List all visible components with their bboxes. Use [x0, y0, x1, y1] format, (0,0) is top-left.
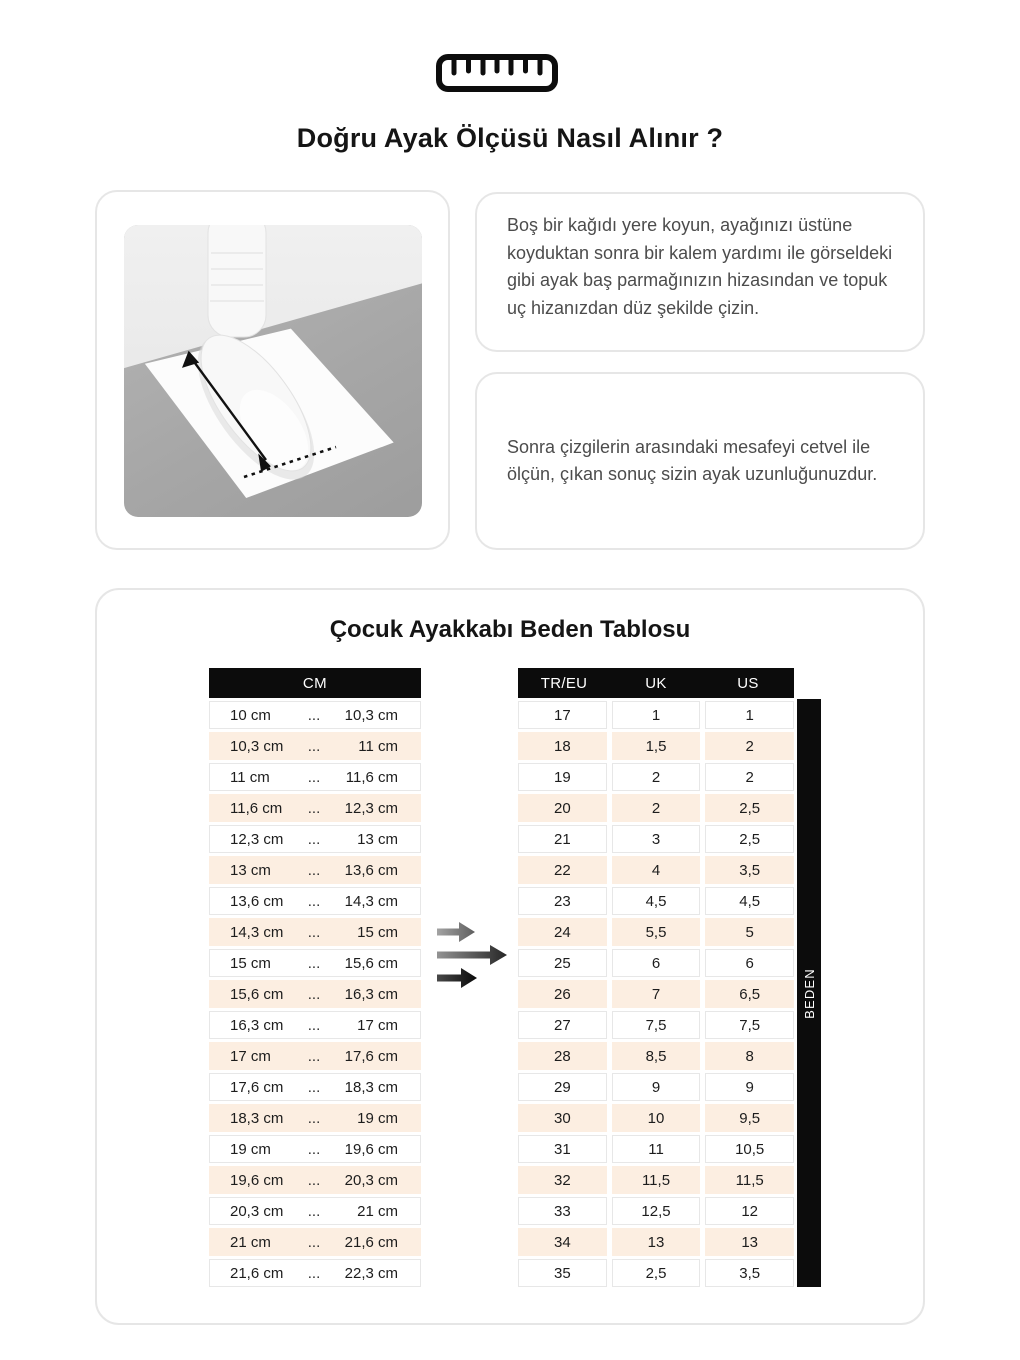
- size-cell-uk: 11,5: [612, 1166, 701, 1194]
- size-cell-treu: 27: [518, 1011, 607, 1039]
- size-conversion-row: [518, 1104, 794, 1132]
- cm-to-value: 20,3 cm: [344, 1171, 398, 1189]
- size-cell-treu: 35: [518, 1259, 607, 1287]
- size-cell-treu: 19: [518, 763, 607, 791]
- size-cell-us: 2: [705, 763, 794, 791]
- cm-range-row: [209, 887, 421, 915]
- cm-to-value: 21 cm: [357, 1202, 398, 1220]
- size-cell-treu: 33: [518, 1197, 607, 1225]
- size-conversion-row: [518, 1042, 794, 1070]
- size-cell-us: 9: [705, 1073, 794, 1101]
- size-conversion-row: [518, 825, 794, 853]
- cm-from-value: 16,3 cm: [230, 1016, 284, 1034]
- size-cell-treu: 23: [518, 887, 607, 915]
- cm-from-value: 18,3 cm: [230, 1109, 284, 1127]
- cm-range-row: [209, 794, 421, 822]
- cm-from-value: 11,6 cm: [230, 799, 283, 817]
- size-cell-uk: 10: [612, 1104, 701, 1132]
- size-conversion-row: [518, 1011, 794, 1039]
- cm-range-row: [209, 1042, 421, 1070]
- cm-to-value: 16,3 cm: [344, 985, 398, 1003]
- size-conversion-row: [518, 732, 794, 760]
- cm-range-row: [209, 1228, 421, 1256]
- size-cell-us: 3,5: [705, 1259, 794, 1287]
- cm-range-row: [209, 1104, 421, 1132]
- size-cell-us: 13: [705, 1228, 794, 1256]
- cm-from-value: 17,6 cm: [230, 1078, 284, 1096]
- cm-to-value: 11,6 cm: [345, 768, 398, 786]
- cm-range-row: [209, 1166, 421, 1194]
- size-conversion-row: [518, 949, 794, 977]
- size-cell-uk: 4,5: [612, 887, 701, 915]
- cm-from-value: 10 cm: [230, 706, 271, 724]
- size-conversion-row: [518, 887, 794, 915]
- instruction-step-1-text: Boş bir kağıdı yere koyun, ayağınızı üstüne koyduktan sonra bir kalem yardımı ile görseldeki gibi ayak baş parmağınızın hizasından ve topuk uç hizanızdan düz şekilde çizin.: [507, 215, 893, 318]
- size-cell-uk: 9: [612, 1073, 701, 1101]
- cm-from-value: 17 cm: [230, 1047, 271, 1065]
- cm-to-value: 12,3 cm: [344, 799, 398, 817]
- instruction-step-2: [475, 372, 925, 550]
- size-table-header-uk: UK: [645, 674, 667, 692]
- size-cell-uk: 13: [612, 1228, 701, 1256]
- cm-separator: ...: [307, 1233, 321, 1251]
- size-cell-treu: 18: [518, 732, 607, 760]
- cm-table-rows: [209, 701, 421, 1287]
- cm-from-value: 14,3 cm: [230, 923, 284, 941]
- size-table-header-us: US: [737, 674, 759, 692]
- size-cell-uk: 1,5: [612, 732, 701, 760]
- size-conversion-row: [518, 1228, 794, 1256]
- cm-from-value: 11 cm: [230, 768, 270, 786]
- beden-side-label: BEDEN: [801, 967, 817, 1019]
- cm-range-row: [209, 949, 421, 977]
- size-cell-us: 5: [705, 918, 794, 946]
- cm-to-value: 21,6 cm: [344, 1233, 398, 1251]
- cm-range-row: [209, 825, 421, 853]
- cm-to-value: 13 cm: [357, 830, 398, 848]
- cm-range-row: [209, 1011, 421, 1039]
- cm-to-value: 17 cm: [357, 1016, 398, 1034]
- cm-table-header: CM: [209, 668, 421, 698]
- cm-range-row: [209, 732, 421, 760]
- page-title: Doğru Ayak Ölçüsü Nasıl Alınır ?: [296, 123, 724, 153]
- cm-to-value: 18,3 cm: [344, 1078, 398, 1096]
- cm-separator: ...: [307, 768, 321, 786]
- size-cell-us: 7,5: [705, 1011, 794, 1039]
- size-cell-uk: 7,5: [612, 1011, 701, 1039]
- cm-separator: ...: [307, 1171, 321, 1189]
- size-conversion-row: [518, 1166, 794, 1194]
- cm-separator: ...: [307, 861, 321, 879]
- cm-to-value: 11 cm: [358, 737, 398, 755]
- cm-separator: ...: [307, 954, 321, 972]
- size-cell-us: 9,5: [705, 1104, 794, 1132]
- size-cell-uk: 12,5: [612, 1197, 701, 1225]
- size-cell-treu: 20: [518, 794, 607, 822]
- cm-range-row: [209, 1197, 421, 1225]
- beden-side-bar: [797, 699, 821, 1287]
- instruction-step-1: [475, 192, 925, 352]
- cm-separator: ...: [307, 1078, 321, 1096]
- size-conversion-table: [518, 668, 794, 1287]
- cm-separator: ...: [307, 1047, 321, 1065]
- size-cell-us: 2,5: [705, 794, 794, 822]
- size-cell-us: 2: [705, 732, 794, 760]
- size-cell-uk: 3: [612, 825, 701, 853]
- instruction-step-2-text: Sonra çizgilerin arasındaki mesafeyi cetvel ile ölçün, çıkan sonuç sizin ayak uzunluğunuzdur.: [507, 436, 878, 484]
- size-cell-uk: 8,5: [612, 1042, 701, 1070]
- size-cell-uk: 2: [612, 794, 701, 822]
- size-cell-uk: 5,5: [612, 918, 701, 946]
- cm-to-value: 15,6 cm: [344, 954, 398, 972]
- size-cell-treu: 22: [518, 856, 607, 884]
- cm-from-value: 12,3 cm: [230, 830, 284, 848]
- size-cell-us: 8: [705, 1042, 794, 1070]
- size-cell-uk: 1: [612, 701, 701, 729]
- cm-to-value: 19 cm: [357, 1109, 398, 1127]
- size-conversion-row: [518, 980, 794, 1008]
- size-cell-us: 1: [705, 701, 794, 729]
- size-cell-us: 6: [705, 949, 794, 977]
- size-cell-uk: 7: [612, 980, 701, 1008]
- size-cell-us: 11,5: [705, 1166, 794, 1194]
- cm-from-value: 19,6 cm: [230, 1171, 284, 1189]
- size-cell-uk: 2: [612, 763, 701, 791]
- size-chart-card: [95, 588, 925, 1325]
- foot-illustration: [124, 225, 422, 517]
- cm-to-value: 19,6 cm: [344, 1140, 398, 1158]
- size-conversion-row: [518, 856, 794, 884]
- cm-range-row: [209, 856, 421, 884]
- size-cell-treu: 17: [518, 701, 607, 729]
- cm-separator: ...: [307, 923, 321, 941]
- cm-separator: ...: [307, 1264, 321, 1282]
- cm-to-value: 22,3 cm: [344, 1264, 398, 1282]
- size-cell-treu: 31: [518, 1135, 607, 1163]
- size-cell-treu: 21: [518, 825, 607, 853]
- cm-separator: ...: [307, 1140, 321, 1158]
- cm-to-value: 15 cm: [357, 923, 398, 941]
- cm-from-value: 15,6 cm: [230, 985, 284, 1003]
- size-cell-treu: 29: [518, 1073, 607, 1101]
- cm-to-value: 13,6 cm: [344, 861, 398, 879]
- cm-separator: ...: [307, 985, 321, 1003]
- foot-measurement-photo: [124, 225, 422, 517]
- size-cell-treu: 25: [518, 949, 607, 977]
- size-cell-us: 4,5: [705, 887, 794, 915]
- size-cell-treu: 28: [518, 1042, 607, 1070]
- cm-range-row: [209, 1259, 421, 1287]
- size-conversion-row: [518, 1135, 794, 1163]
- cm-from-value: 13,6 cm: [230, 892, 284, 910]
- cm-range-table: [209, 668, 421, 1287]
- size-conversion-row: [518, 794, 794, 822]
- size-cell-treu: 24: [518, 918, 607, 946]
- size-cell-us: 12: [705, 1197, 794, 1225]
- size-cell-us: 3,5: [705, 856, 794, 884]
- size-cell-uk: 2,5: [612, 1259, 701, 1287]
- cm-separator: ...: [307, 706, 321, 724]
- size-cell-us: 10,5: [705, 1135, 794, 1163]
- measurement-photo-card: [95, 190, 450, 550]
- cm-from-value: 19 cm: [230, 1140, 271, 1158]
- cm-range-row: [209, 918, 421, 946]
- triple-arrow-right-icon: [437, 922, 515, 994]
- size-cell-uk: 4: [612, 856, 701, 884]
- size-table-header-treu: TR/EU: [540, 674, 588, 692]
- cm-range-row: [209, 763, 421, 791]
- cm-from-value: 15 cm: [230, 954, 271, 972]
- cm-separator: ...: [307, 799, 321, 817]
- cm-separator: ...: [307, 1202, 321, 1220]
- size-table-rows: [518, 701, 794, 1287]
- size-cell-treu: 30: [518, 1104, 607, 1132]
- size-conversion-row: [518, 1197, 794, 1225]
- size-cell-treu: 26: [518, 980, 607, 1008]
- cm-separator: ...: [307, 737, 321, 755]
- cm-separator: ...: [307, 1016, 321, 1034]
- cm-range-row: [209, 980, 421, 1008]
- size-table-header: [518, 668, 794, 698]
- cm-range-row: [209, 1073, 421, 1101]
- cm-to-value: 14,3 cm: [344, 892, 398, 910]
- size-cell-treu: 32: [518, 1166, 607, 1194]
- cm-from-value: 21 cm: [230, 1233, 271, 1251]
- size-cell-treu: 34: [518, 1228, 607, 1256]
- size-conversion-row: [518, 701, 794, 729]
- ruler-icon: [435, 53, 559, 93]
- size-cell-us: 6,5: [705, 980, 794, 1008]
- cm-separator: ...: [307, 892, 321, 910]
- cm-range-row: [209, 701, 421, 729]
- size-chart-title: Çocuk Ayakkabı Beden Tablosu: [329, 616, 691, 643]
- size-cell-us: 2,5: [705, 825, 794, 853]
- cm-from-value: 20,3 cm: [230, 1202, 284, 1220]
- cm-from-value: 21,6 cm: [230, 1264, 284, 1282]
- cm-separator: ...: [307, 1109, 321, 1127]
- cm-range-row: [209, 1135, 421, 1163]
- cm-from-value: 13 cm: [230, 861, 271, 879]
- size-conversion-row: [518, 918, 794, 946]
- size-conversion-row: [518, 1259, 794, 1287]
- size-cell-uk: 11: [612, 1135, 701, 1163]
- size-conversion-row: [518, 763, 794, 791]
- cm-from-value: 10,3 cm: [230, 737, 284, 755]
- cm-to-value: 10,3 cm: [344, 706, 398, 724]
- cm-separator: ...: [307, 830, 321, 848]
- cm-to-value: 17,6 cm: [344, 1047, 398, 1065]
- size-conversion-row: [518, 1073, 794, 1101]
- size-cell-uk: 6: [612, 949, 701, 977]
